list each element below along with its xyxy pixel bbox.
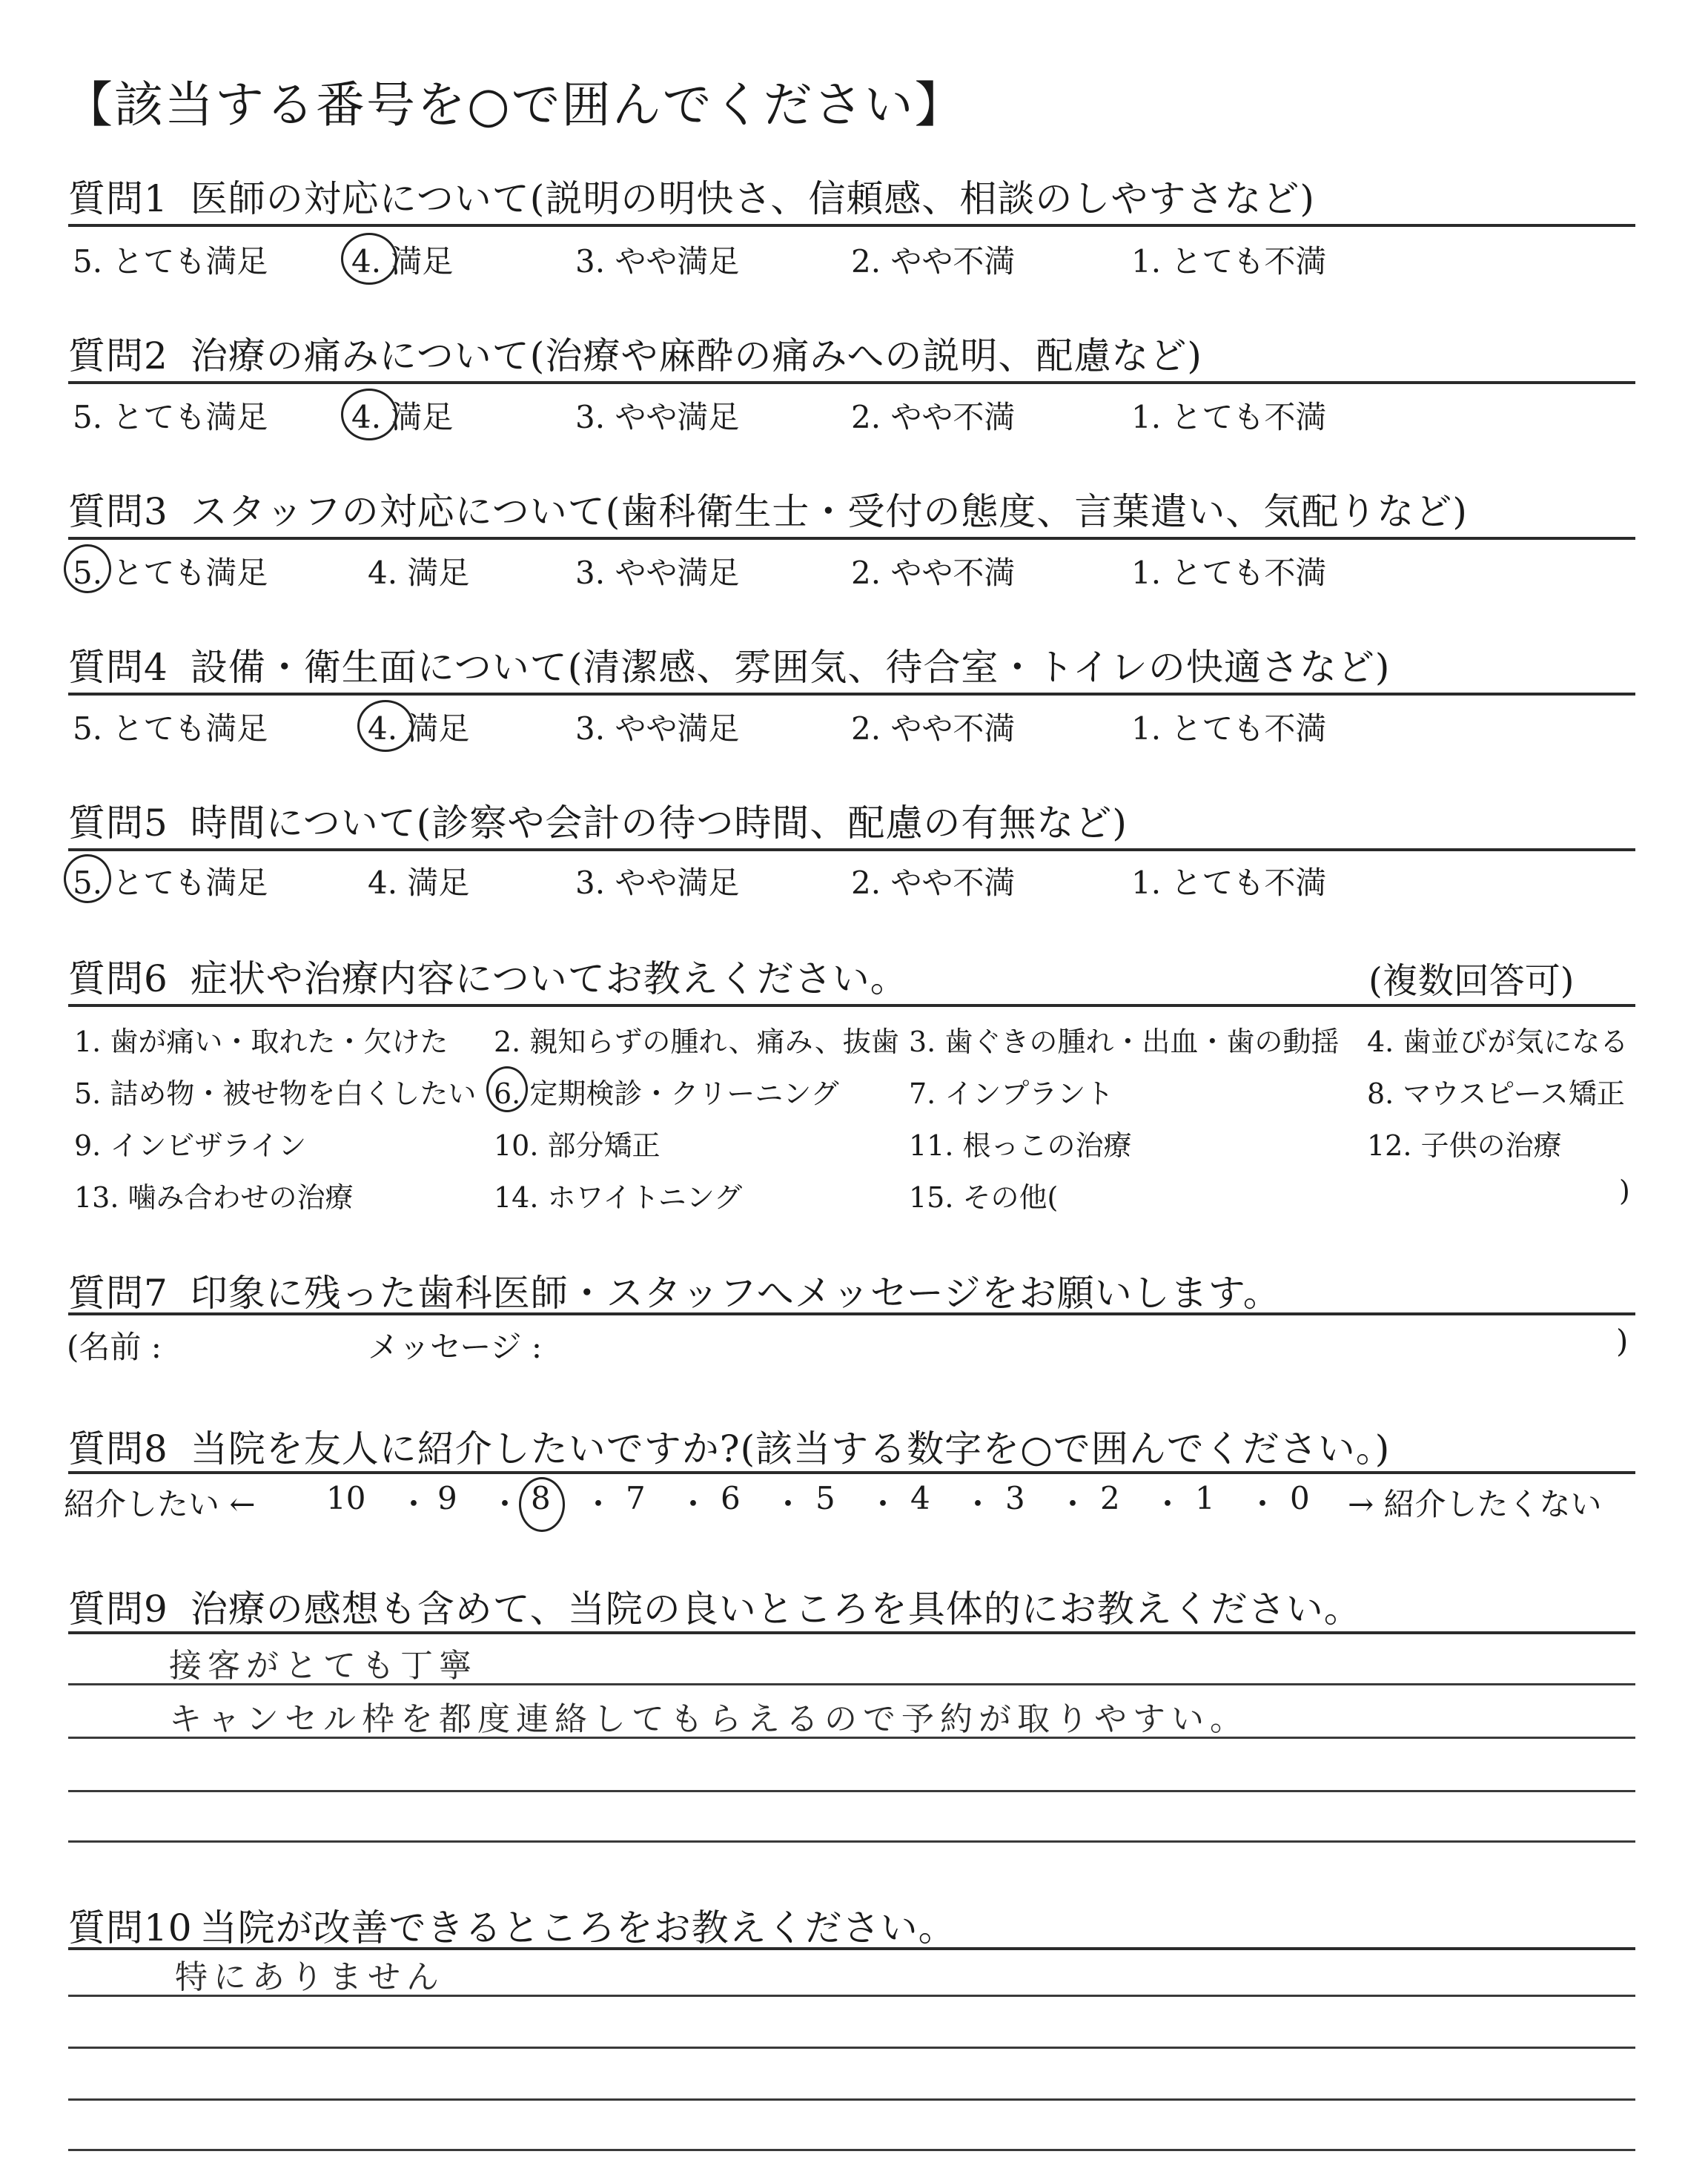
q6-item-8[interactable]: 8. マウスピース矯正	[1367, 1077, 1625, 1110]
selection-circle	[486, 1066, 528, 1112]
q4-option-3[interactable]: 3. やや満足	[575, 710, 740, 747]
question-7-rule	[68, 1312, 1635, 1315]
question-1-text: 医師の対応について(説明の明快さ、信頼感、相談のしやすさなど)	[190, 177, 1315, 220]
question-9-number: 質問9	[68, 1588, 168, 1631]
q6-item-15-close: )	[1619, 1175, 1630, 1207]
q10-line-2	[68, 2047, 1635, 2049]
q6-item-4[interactable]: 4. 歯並びが気になる	[1367, 1025, 1629, 1058]
q5-option-3[interactable]: 3. やや満足	[575, 865, 740, 901]
q9-answer-line-1[interactable]: 接客がとても丁寧	[169, 1647, 477, 1685]
question-4-number: 質問4	[68, 646, 168, 689]
q9-line-1	[68, 1683, 1635, 1685]
question-10-text: 当院が改善できるところをお教えください。	[199, 1906, 956, 1949]
question-2-text: 治療の痛みについて(治療や麻酔の痛みへの説明、配慮など)	[190, 334, 1202, 377]
q8-number-2[interactable]: 2	[1100, 1480, 1120, 1516]
q8-number-1[interactable]: 1	[1195, 1480, 1215, 1516]
q1-option-4[interactable]: 4. 満足	[351, 237, 453, 282]
q4-option-4[interactable]: 4. 満足	[368, 704, 469, 749]
q8-number-10[interactable]: 10	[326, 1480, 366, 1516]
question-5-title	[68, 793, 1128, 847]
question-8-text: 当院を友人に紹介したいですか?(該当する数字を○で囲んでください。)	[190, 1427, 1391, 1470]
q1-option-5[interactable]: 5. とても満足	[73, 243, 268, 280]
q9-line-2	[68, 1737, 1635, 1739]
q8-number-7[interactable]: 7	[626, 1480, 646, 1516]
question-3-text: スタッフの対応について(歯科衛生士・受付の態度、言葉遣い、気配りなど)	[190, 490, 1468, 533]
q4-option-2[interactable]: 2. やや不満	[851, 710, 1016, 747]
selection-circle	[64, 854, 111, 903]
question-5-text: 時間について(診察や会計の待つ時間、配慮の有無など)	[190, 802, 1128, 845]
q6-item-13[interactable]: 13. 噛み合わせの治療	[74, 1181, 354, 1214]
q4-option-1[interactable]: 1. とても不満	[1131, 710, 1327, 747]
question-1-number: 質問1	[68, 177, 168, 220]
question-4-text: 設備・衛生面について(清潔感、雰囲気、待合室・トイレの快適さなど)	[190, 646, 1391, 689]
q6-item-7[interactable]: 7. インプラント	[909, 1077, 1114, 1110]
question-8-rule	[68, 1471, 1635, 1474]
q6-item-2[interactable]: 2. 親知らずの腫れ、痛み、抜歯	[494, 1025, 899, 1058]
question-7-number: 質問7	[68, 1272, 168, 1315]
form-header: 【該当する番号を○で囲んでください】	[64, 76, 965, 133]
q1-option-3[interactable]: 3. やや満足	[575, 243, 740, 280]
question-5-number: 質問5	[68, 802, 168, 845]
question-9-title	[68, 1579, 1362, 1633]
q10-line-4	[68, 2149, 1635, 2151]
question-2-options	[0, 393, 1708, 437]
q8-number-4[interactable]: 4	[910, 1480, 930, 1516]
q6-item-5[interactable]: 5. 詰め物・被せ物を白くしたい	[74, 1077, 477, 1110]
q5-option-2[interactable]: 2. やや不満	[851, 865, 1016, 901]
question-4-rule	[68, 693, 1635, 696]
question-2-number: 質問2	[68, 334, 168, 377]
q2-option-1[interactable]: 1. とても不満	[1131, 399, 1327, 435]
q8-left-label: 紹介したい ←	[64, 1486, 256, 1522]
q6-item-15[interactable]: 15. その他(	[909, 1181, 1059, 1214]
question-9-text: 治療の感想も含めて、当院の良いところを具体的にお教えください。	[190, 1588, 1362, 1631]
question-3-number: 質問3	[68, 490, 168, 533]
q6-item-11[interactable]: 11. 根っこの治療	[909, 1129, 1132, 1162]
q3-option-4[interactable]: 4. 満足	[368, 555, 470, 591]
q5-option-1[interactable]: 1. とても不満	[1131, 865, 1327, 901]
q6-item-12[interactable]: 12. 子供の治療	[1367, 1129, 1562, 1162]
q9-line-4	[68, 1840, 1635, 1843]
q3-option-2[interactable]: 2. やや不満	[851, 555, 1016, 591]
q7-close-paren: )	[1616, 1323, 1629, 1359]
question-9-rule	[68, 1631, 1635, 1634]
question-10-title	[68, 1898, 956, 1952]
question-6-note: (複数回答可)	[1368, 960, 1575, 1002]
selection-circle	[64, 544, 111, 593]
q6-item-1[interactable]: 1. 歯が痛い・取れた・欠けた	[74, 1025, 448, 1058]
question-6-title	[68, 949, 908, 1003]
question-7-text: 印象に残った歯科医師・スタッフへメッセージをお願いします。	[190, 1272, 1281, 1315]
q5-option-5[interactable]: 5. とても満足	[73, 859, 268, 903]
q2-option-2[interactable]: 2. やや不満	[851, 399, 1016, 435]
q5-option-4[interactable]: 4. 満足	[368, 865, 470, 901]
question-1-rule	[68, 224, 1635, 227]
question-8-number: 質問8	[68, 1427, 168, 1470]
q8-right-label: → 紹介したくない	[1348, 1486, 1602, 1522]
question-1-title	[68, 169, 1315, 222]
question-4-title	[68, 638, 1390, 691]
q8-number-0[interactable]: 0	[1290, 1480, 1310, 1516]
q8-number-5[interactable]: 5	[815, 1480, 835, 1516]
q6-item-6[interactable]: 6. 定期検診・クリーニング	[494, 1071, 839, 1112]
q6-item-10[interactable]: 10. 部分矯正	[494, 1129, 661, 1162]
question-6-rule	[68, 1004, 1635, 1007]
q2-option-5[interactable]: 5. とても満足	[73, 399, 268, 435]
q6-item-3[interactable]: 3. 歯ぐきの腫れ・出血・歯の動揺	[909, 1025, 1340, 1058]
q7-name-label[interactable]: (名前 :	[67, 1329, 162, 1365]
question-1-options	[0, 237, 1708, 282]
question-10-number: 質問10	[68, 1906, 193, 1949]
q10-answer-line-1[interactable]: 特にありません	[175, 1958, 445, 1996]
q8-number-9[interactable]: 9	[437, 1480, 457, 1516]
q7-message-label[interactable]: メッセージ :	[368, 1329, 542, 1365]
q10-line-3	[68, 2098, 1635, 2101]
selection-circle	[341, 389, 397, 440]
question-4-options	[0, 704, 1708, 749]
selection-circle	[341, 233, 397, 285]
q10-line-1	[68, 1995, 1635, 1997]
q1-option-1[interactable]: 1. とても不満	[1131, 243, 1327, 280]
question-8-title	[68, 1419, 1390, 1473]
q8-number-6[interactable]: 6	[721, 1480, 741, 1516]
question-6-number: 質問6	[68, 957, 168, 1000]
q9-line-3	[68, 1790, 1635, 1792]
question-5-rule	[68, 848, 1635, 851]
question-6-text: 症状や治療内容についてお教えください。	[190, 957, 908, 1000]
q3-option-5[interactable]: 5. とても満足	[73, 549, 268, 593]
q6-item-9[interactable]: 9. インビザライン	[74, 1129, 307, 1162]
q3-option-3[interactable]: 3. やや満足	[575, 555, 740, 591]
question-2-title	[68, 326, 1202, 380]
question-2-rule	[68, 381, 1635, 384]
question-7-title	[68, 1264, 1281, 1317]
question-3-title	[68, 482, 1468, 535]
q8-number-3[interactable]: 3	[1005, 1480, 1025, 1516]
question-3-options	[0, 549, 1708, 593]
q4-option-5[interactable]: 5. とても満足	[73, 710, 268, 747]
q1-option-2[interactable]: 2. やや不満	[851, 243, 1016, 280]
question-3-rule	[68, 537, 1635, 540]
question-5-options	[0, 859, 1708, 903]
selection-circle	[357, 700, 414, 752]
q6-item-14[interactable]: 14. ホワイトニング	[494, 1181, 743, 1214]
q2-option-3[interactable]: 3. やや満足	[575, 399, 740, 435]
q3-option-1[interactable]: 1. とても不満	[1131, 555, 1327, 591]
q2-option-4[interactable]: 4. 満足	[351, 393, 453, 437]
q9-answer-line-2[interactable]: キャンセル枠を都度連絡してもらえるので予約が取りやすい。	[169, 1700, 1248, 1738]
